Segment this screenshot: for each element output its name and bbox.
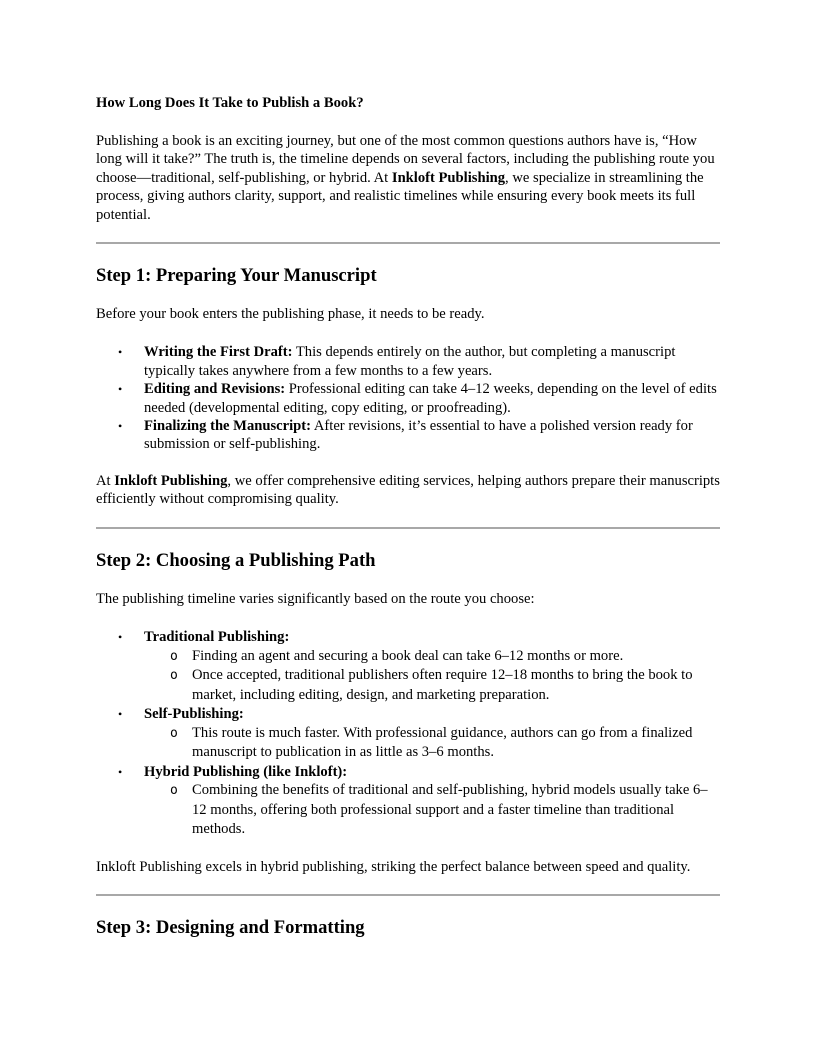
step3-heading: Step 3: Designing and Formatting	[96, 917, 365, 939]
bullet-icon: •	[118, 345, 123, 360]
step1-closing	[96, 472, 720, 509]
sub-list	[144, 724, 720, 763]
item-text: After revisions, it’s essential to have a polished version ready for submission or self-publishing.	[144, 418, 693, 453]
closing-text-end: , we offer comprehensive editing services, helping authors prepare their manuscripts efficiently without compromising quality.	[96, 472, 720, 508]
item-label: Writing the First Draft:	[144, 344, 293, 361]
list-item	[118, 705, 720, 763]
list-item	[118, 417, 720, 454]
document-title: How Long Does It Take to Publish a Book?	[96, 95, 364, 111]
item-label: Finalizing the Manuscript:	[144, 418, 312, 435]
item-label: Editing and Revisions:	[144, 381, 286, 398]
list-item	[118, 343, 720, 380]
step2-list	[96, 628, 720, 840]
closing-text-start: At	[96, 472, 115, 489]
sub-item-text: Once accepted, traditional publishers often require 12–18 months to bring the book to market, including editing, design, and marketing preparation.	[192, 667, 693, 703]
list-item	[118, 380, 720, 417]
section-divider	[96, 242, 720, 244]
intro-paragraph	[96, 132, 720, 224]
sub-list-item	[170, 647, 720, 667]
item-text: This depends entirely on the author, but completing a manuscript typically takes anywhere from a few months to a few years.	[144, 344, 676, 379]
path-label: Traditional Publishing:	[144, 629, 290, 646]
bullet-icon: •	[118, 630, 123, 645]
sub-item-text: This route is much faster. With professional guidance, authors can go from a finalized manuscript to publication in as little as 3–6 months.	[192, 724, 693, 761]
circle-bullet-icon: o	[170, 725, 178, 741]
step1-heading: Step 1: Preparing Your Manuscript	[96, 265, 377, 287]
sub-list-item	[170, 781, 720, 840]
sub-list	[144, 781, 720, 840]
brand-name: Inkloft Publishing	[114, 472, 228, 489]
circle-bullet-icon: o	[170, 648, 178, 664]
bullet-icon: •	[118, 419, 123, 434]
sub-item-text: Combining the benefits of traditional and self-publishing, hybrid models usually take 6–12 months, offering both professional support and a faster timeline than traditional methods.	[192, 782, 708, 838]
bullet-icon: •	[118, 764, 123, 779]
path-label: Self-Publishing:	[144, 706, 244, 723]
document-page	[96, 94, 720, 939]
step1-list	[96, 343, 720, 453]
intro-text-start: Publishing a book is an exciting journey, but one of the most common questions authors have is, “How long will it take?” The truth is, the timeline depends on several factors, including the publishing route you choose—traditional, self-publishing, or hybrid. At	[96, 133, 715, 186]
brand-name: Inkloft Publishing	[391, 169, 506, 186]
sub-item-text: Finding an agent and securing a book deal can take 6–12 months or more.	[192, 647, 624, 664]
path-label: Hybrid Publishing (like Inkloft):	[144, 763, 348, 780]
step2-closing: Inkloft Publishing excels in hybrid publishing, striking the perfect balance between speed and quality.	[96, 859, 691, 876]
circle-bullet-icon: o	[170, 668, 178, 684]
list-item	[118, 628, 720, 705]
sub-list	[144, 647, 720, 706]
section-divider	[96, 527, 720, 529]
bullet-icon: •	[118, 707, 123, 722]
circle-bullet-icon: o	[170, 783, 178, 799]
intro-text-end: , we specialize in streamlining the process, giving authors clarity, support, and realistic timelines while ensuring every book meets its full potential.	[96, 169, 704, 223]
sub-list-item	[170, 724, 720, 763]
bullet-icon: •	[118, 382, 123, 397]
step2-heading: Step 2: Choosing a Publishing Path	[96, 549, 376, 571]
step1-lead: Before your book enters the publishing phase, it needs to be ready.	[96, 306, 485, 323]
step2-lead: The publishing timeline varies significantly based on the route you choose:	[96, 590, 535, 607]
item-text: Professional editing can take 4–12 weeks, depending on the level of edits needed (developmental editing, copy editing, or proofreading).	[144, 381, 717, 416]
sub-list-item	[170, 666, 720, 705]
section-divider	[96, 894, 720, 896]
list-item	[118, 763, 720, 840]
